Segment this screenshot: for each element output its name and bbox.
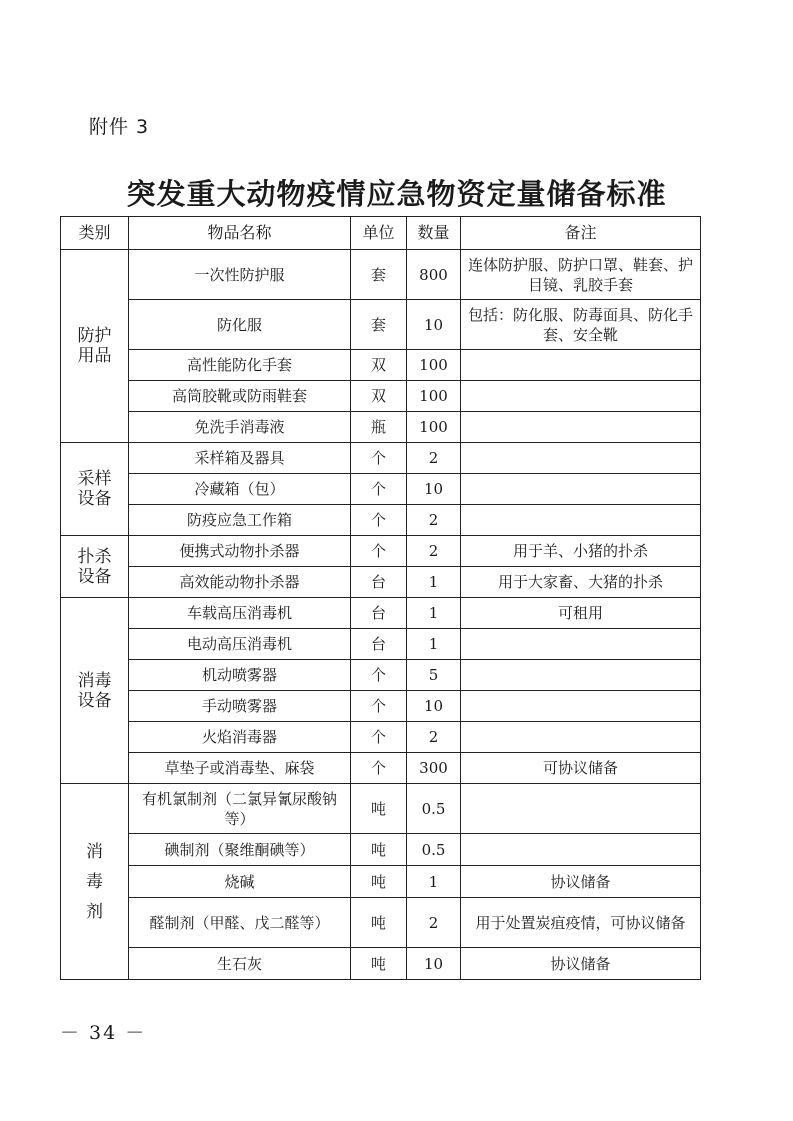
item-unit: 瓶 [351, 412, 407, 443]
table-row [61, 629, 701, 660]
item-qty: 2 [407, 536, 461, 567]
item-qty: 10 [407, 300, 461, 350]
item-unit: 个 [351, 536, 407, 567]
item-qty: 300 [407, 753, 461, 784]
item-qty: 0.5 [407, 834, 461, 866]
table-row [61, 412, 701, 443]
item-name: 手动喷雾器 [129, 691, 351, 722]
item-name: 便携式动物扑杀器 [129, 536, 351, 567]
item-name: 草垫子或消毒垫、麻袋 [129, 753, 351, 784]
table-row [61, 722, 701, 753]
item-unit: 个 [351, 753, 407, 784]
item-note [461, 474, 701, 505]
item-qty: 10 [407, 691, 461, 722]
header-quantity: 数量 [407, 217, 461, 250]
category-protective: 防护 用品 [61, 250, 129, 443]
header-item-name: 物品名称 [129, 217, 351, 250]
item-name: 防疫应急工作箱 [129, 505, 351, 536]
item-qty: 0.5 [407, 784, 461, 834]
table-row [61, 381, 701, 412]
item-name: 冷藏箱（包） [129, 474, 351, 505]
item-qty: 1 [407, 629, 461, 660]
table-row [61, 350, 701, 381]
table-row [61, 898, 701, 948]
item-note [461, 505, 701, 536]
item-note [461, 691, 701, 722]
item-qty: 100 [407, 412, 461, 443]
item-note [461, 443, 701, 474]
table-row [61, 866, 701, 898]
category-disinfectant: 消 毒 剂 [61, 784, 129, 980]
reserve-standard-table [60, 216, 701, 980]
item-unit: 台 [351, 629, 407, 660]
table-row [61, 784, 701, 834]
item-name: 电动高压消毒机 [129, 629, 351, 660]
table-row [61, 505, 701, 536]
item-note [461, 629, 701, 660]
document-title: 突发重大动物疫情应急物资定量储备标准 [126, 177, 667, 211]
item-note [461, 381, 701, 412]
item-unit: 吨 [351, 898, 407, 948]
item-qty: 2 [407, 505, 461, 536]
item-name: 高性能防化手套 [129, 350, 351, 381]
item-note: 包括：防化服、防毒面具、防化手套、安全靴 [461, 300, 701, 350]
table-row [61, 536, 701, 567]
item-note: 用于羊、小猪的扑杀 [461, 536, 701, 567]
item-name: 机动喷雾器 [129, 660, 351, 691]
item-qty: 800 [407, 250, 461, 300]
item-unit: 双 [351, 381, 407, 412]
item-qty: 1 [407, 598, 461, 629]
item-note [461, 784, 701, 834]
item-name: 免洗手消毒液 [129, 412, 351, 443]
item-unit: 吨 [351, 948, 407, 980]
item-note [461, 412, 701, 443]
item-name: 车载高压消毒机 [129, 598, 351, 629]
item-unit: 双 [351, 350, 407, 381]
item-unit: 吨 [351, 866, 407, 898]
item-note: 连体防护服、防护口罩、鞋套、护目镜、乳胶手套 [461, 250, 701, 300]
item-qty: 100 [407, 381, 461, 412]
item-unit: 台 [351, 598, 407, 629]
item-unit: 个 [351, 474, 407, 505]
item-name: 烧碱 [129, 866, 351, 898]
item-name: 一次性防护服 [129, 250, 351, 300]
category-culling: 扑杀 设备 [61, 536, 129, 598]
item-name: 有机氯制剂（二氯异氰尿酸钠等） [129, 784, 351, 834]
item-note: 协议储备 [461, 948, 701, 980]
table-header-row [61, 217, 701, 250]
item-note: 协议储备 [461, 866, 701, 898]
attachment-label: 附件 3 [89, 116, 150, 138]
item-unit: 套 [351, 300, 407, 350]
item-note [461, 722, 701, 753]
table-row [61, 691, 701, 722]
item-note [461, 660, 701, 691]
item-unit: 个 [351, 505, 407, 536]
table-row [61, 753, 701, 784]
item-qty: 100 [407, 350, 461, 381]
item-note: 可协议储备 [461, 753, 701, 784]
item-note [461, 350, 701, 381]
item-unit: 台 [351, 567, 407, 598]
item-qty: 1 [407, 567, 461, 598]
item-qty: 1 [407, 866, 461, 898]
item-qty: 5 [407, 660, 461, 691]
table-row [61, 474, 701, 505]
table-row [61, 443, 701, 474]
item-note: 可租用 [461, 598, 701, 629]
item-unit: 个 [351, 691, 407, 722]
table-row [61, 948, 701, 980]
header-note: 备注 [461, 217, 701, 250]
item-name: 防化服 [129, 300, 351, 350]
page-number: － 34 － [60, 1022, 147, 1044]
item-qty: 10 [407, 474, 461, 505]
item-name: 生石灰 [129, 948, 351, 980]
item-name: 采样箱及器具 [129, 443, 351, 474]
item-note: 用于处置炭疽疫情，可协议储备 [461, 898, 701, 948]
item-name: 醛制剂（甲醛、戊二醛等） [129, 898, 351, 948]
item-qty: 10 [407, 948, 461, 980]
item-unit: 吨 [351, 784, 407, 834]
table-row [61, 660, 701, 691]
item-unit: 个 [351, 722, 407, 753]
item-name: 高筒胶靴或防雨鞋套 [129, 381, 351, 412]
item-name: 碘制剂（聚维酮碘等） [129, 834, 351, 866]
header-unit: 单位 [351, 217, 407, 250]
item-name: 高效能动物扑杀器 [129, 567, 351, 598]
item-unit: 套 [351, 250, 407, 300]
item-qty: 2 [407, 898, 461, 948]
table-row [61, 598, 701, 629]
item-unit: 吨 [351, 834, 407, 866]
header-category: 类别 [61, 217, 129, 250]
category-disinfection-equipment: 消毒 设备 [61, 598, 129, 784]
item-unit: 个 [351, 443, 407, 474]
item-unit: 个 [351, 660, 407, 691]
table-row [61, 567, 701, 598]
table-row [61, 300, 701, 350]
item-name: 火焰消毒器 [129, 722, 351, 753]
table-row [61, 834, 701, 866]
item-note [461, 834, 701, 866]
item-note: 用于大家畜、大猪的扑杀 [461, 567, 701, 598]
item-qty: 2 [407, 443, 461, 474]
category-sampling: 采样 设备 [61, 443, 129, 536]
item-qty: 2 [407, 722, 461, 753]
table-row [61, 250, 701, 300]
